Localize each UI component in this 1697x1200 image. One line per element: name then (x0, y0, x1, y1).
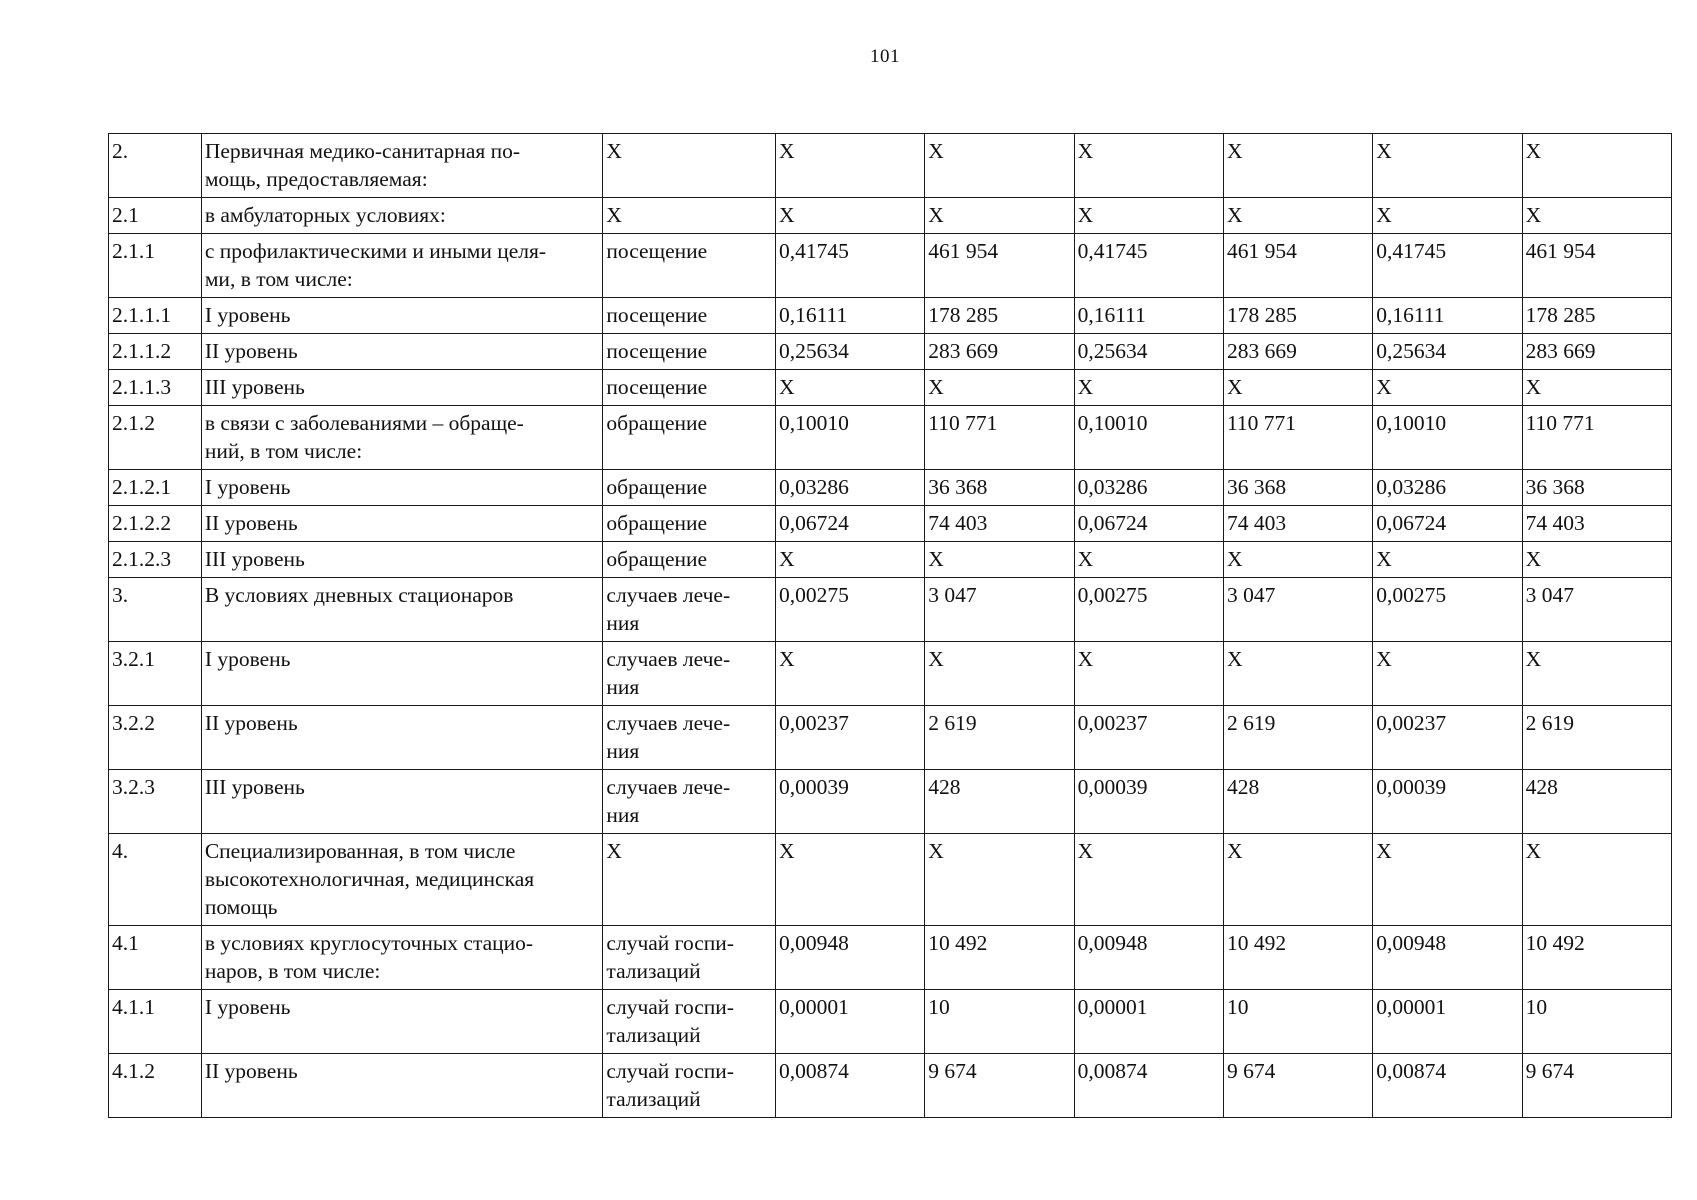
row-number-cell: 3.2.2 (109, 706, 202, 770)
value-cell: X (1074, 542, 1223, 578)
value-cell: X (925, 642, 1074, 706)
value-cell: 36 368 (925, 470, 1074, 506)
value-cell: 10 492 (1522, 926, 1671, 990)
value-cell: 0,16111 (775, 298, 924, 334)
value-cell: 10 492 (925, 926, 1074, 990)
value-cell: 0,00948 (1074, 926, 1223, 990)
unit-cell: случай госпи- тализаций (603, 1054, 776, 1118)
row-number-cell: 4.1 (109, 926, 202, 990)
value-cell: 0,00001 (775, 990, 924, 1054)
value-cell: X (775, 542, 924, 578)
value-cell: X (1522, 642, 1671, 706)
page-number: 101 (870, 46, 900, 67)
value-cell: 283 669 (925, 334, 1074, 370)
table-body (109, 134, 1672, 1118)
value-cell: 461 954 (1522, 234, 1671, 298)
value-cell: X (1522, 370, 1671, 406)
value-cell: 2 619 (925, 706, 1074, 770)
value-cell: X (1373, 370, 1522, 406)
value-cell: 9 674 (1522, 1054, 1671, 1118)
row-name-cell: II уровень (201, 334, 603, 370)
unit-cell: обращение (603, 406, 776, 470)
value-cell: 10 (925, 990, 1074, 1054)
value-cell: 0,03286 (1074, 470, 1223, 506)
row-number-cell: 2.1.2.2 (109, 506, 202, 542)
value-cell: 0,00237 (1373, 706, 1522, 770)
unit-cell: посещение (603, 234, 776, 298)
value-cell: X (775, 370, 924, 406)
value-cell: 0,06724 (1373, 506, 1522, 542)
row-number-cell: 2.1.2 (109, 406, 202, 470)
value-cell: X (1223, 134, 1372, 198)
value-cell: 178 285 (1223, 298, 1372, 334)
table-row (109, 134, 1672, 198)
value-cell: 9 674 (925, 1054, 1074, 1118)
table-row (109, 234, 1672, 298)
row-number-cell: 4. (109, 834, 202, 926)
value-cell: 3 047 (1223, 578, 1372, 642)
row-number-cell: 2.1.1.3 (109, 370, 202, 406)
value-cell: 461 954 (925, 234, 1074, 298)
value-cell: X (775, 642, 924, 706)
value-cell: 3 047 (1522, 578, 1671, 642)
value-cell: 428 (1223, 770, 1372, 834)
value-cell: X (925, 370, 1074, 406)
value-cell: 36 368 (1522, 470, 1671, 506)
value-cell: X (1522, 198, 1671, 234)
unit-cell: случаев лече- ния (603, 642, 776, 706)
row-name-cell: I уровень (201, 470, 603, 506)
unit-cell: посещение (603, 334, 776, 370)
table-row (109, 198, 1672, 234)
row-name-cell: III уровень (201, 542, 603, 578)
value-cell: 74 403 (1522, 506, 1671, 542)
value-cell: 0,06724 (1074, 506, 1223, 542)
row-name-cell: В условиях дневных стационаров (201, 578, 603, 642)
data-table (108, 133, 1672, 1118)
value-cell: 74 403 (1223, 506, 1372, 542)
value-cell: X (1223, 542, 1372, 578)
row-number-cell: 4.1.2 (109, 1054, 202, 1118)
unit-cell: обращение (603, 506, 776, 542)
unit-cell: случай госпи- тализаций (603, 990, 776, 1054)
value-cell: 10 492 (1223, 926, 1372, 990)
value-cell: X (1223, 642, 1372, 706)
table-row (109, 334, 1672, 370)
value-cell: 10 (1223, 990, 1372, 1054)
value-cell: 74 403 (925, 506, 1074, 542)
row-number-cell: 2.1.1.2 (109, 334, 202, 370)
value-cell: 0,03286 (1373, 470, 1522, 506)
value-cell: X (1223, 370, 1372, 406)
value-cell: 428 (1522, 770, 1671, 834)
value-cell: 428 (925, 770, 1074, 834)
value-cell: 0,00237 (775, 706, 924, 770)
value-cell: 0,41745 (1373, 234, 1522, 298)
value-cell: 0,41745 (1074, 234, 1223, 298)
value-cell: X (775, 134, 924, 198)
unit-cell: случаев лече- ния (603, 578, 776, 642)
value-cell: 0,25634 (1373, 334, 1522, 370)
value-cell: 110 771 (1522, 406, 1671, 470)
value-cell: 0,00275 (775, 578, 924, 642)
unit-cell: обращение (603, 470, 776, 506)
value-cell: 0,00001 (1074, 990, 1223, 1054)
value-cell: X (1373, 834, 1522, 926)
value-cell: X (1373, 134, 1522, 198)
value-cell: 0,00237 (1074, 706, 1223, 770)
value-cell: 2 619 (1223, 706, 1372, 770)
value-cell: X (925, 834, 1074, 926)
value-cell: 0,16111 (1074, 298, 1223, 334)
value-cell: X (1074, 642, 1223, 706)
unit-cell: X (603, 134, 776, 198)
table-row (109, 506, 1672, 542)
value-cell: X (775, 198, 924, 234)
value-cell: X (1373, 198, 1522, 234)
table-row (109, 542, 1672, 578)
value-cell: X (1522, 134, 1671, 198)
value-cell: 0,00874 (1074, 1054, 1223, 1118)
value-cell: X (1074, 370, 1223, 406)
unit-cell: X (603, 198, 776, 234)
value-cell: X (775, 834, 924, 926)
value-cell: 0,00874 (775, 1054, 924, 1118)
value-cell: 0,00039 (1373, 770, 1522, 834)
row-number-cell: 3. (109, 578, 202, 642)
row-number-cell: 4.1.1 (109, 990, 202, 1054)
table-row (109, 298, 1672, 334)
row-number-cell: 2.1 (109, 198, 202, 234)
value-cell: 283 669 (1223, 334, 1372, 370)
value-cell: 0,10010 (1373, 406, 1522, 470)
row-name-cell: II уровень (201, 706, 603, 770)
row-name-cell: в амбулаторных условиях: (201, 198, 603, 234)
value-cell: X (1074, 198, 1223, 234)
row-name-cell: I уровень (201, 298, 603, 334)
value-cell: 0,16111 (1373, 298, 1522, 334)
value-cell: X (1522, 834, 1671, 926)
unit-cell: случаев лече- ния (603, 770, 776, 834)
value-cell: 0,03286 (775, 470, 924, 506)
value-cell: X (1223, 198, 1372, 234)
unit-cell: X (603, 834, 776, 926)
unit-cell: обращение (603, 542, 776, 578)
table-row (109, 990, 1672, 1054)
table-row (109, 578, 1672, 642)
value-cell: 0,00001 (1373, 990, 1522, 1054)
row-name-cell: в условиях круглосуточных стацио- наров, в том числе: (201, 926, 603, 990)
value-cell: X (1373, 642, 1522, 706)
unit-cell: посещение (603, 370, 776, 406)
row-name-cell: в связи с заболеваниями – обраще- ний, в том числе: (201, 406, 603, 470)
value-cell: 0,00874 (1373, 1054, 1522, 1118)
value-cell: 0,00275 (1074, 578, 1223, 642)
value-cell: 178 285 (925, 298, 1074, 334)
value-cell: 0,41745 (775, 234, 924, 298)
value-cell: 0,00948 (775, 926, 924, 990)
value-cell: X (1522, 542, 1671, 578)
row-number-cell: 2.1.1 (109, 234, 202, 298)
value-cell: 0,00948 (1373, 926, 1522, 990)
row-number-cell: 2.1.2.1 (109, 470, 202, 506)
row-name-cell: II уровень (201, 506, 603, 542)
value-cell: 0,25634 (1074, 334, 1223, 370)
row-number-cell: 3.2.1 (109, 642, 202, 706)
value-cell: 0,00039 (1074, 770, 1223, 834)
value-cell: 36 368 (1223, 470, 1372, 506)
table-row (109, 706, 1672, 770)
value-cell: 3 047 (925, 578, 1074, 642)
table-row (109, 406, 1672, 470)
table-row (109, 1054, 1672, 1118)
row-number-cell: 3.2.3 (109, 770, 202, 834)
value-cell: 0,10010 (1074, 406, 1223, 470)
value-cell: 110 771 (1223, 406, 1372, 470)
value-cell: 178 285 (1522, 298, 1671, 334)
table-row (109, 834, 1672, 926)
unit-cell: случай госпи- тализаций (603, 926, 776, 990)
unit-cell: случаев лече- ния (603, 706, 776, 770)
row-name-cell: II уровень (201, 1054, 603, 1118)
value-cell: 283 669 (1522, 334, 1671, 370)
value-cell: 110 771 (925, 406, 1074, 470)
value-cell: 0,00275 (1373, 578, 1522, 642)
value-cell: 461 954 (1223, 234, 1372, 298)
table-row (109, 642, 1672, 706)
row-number-cell: 2.1.1.1 (109, 298, 202, 334)
row-number-cell: 2. (109, 134, 202, 198)
value-cell: X (925, 134, 1074, 198)
table-row (109, 926, 1672, 990)
row-name-cell: I уровень (201, 642, 603, 706)
table-row (109, 770, 1672, 834)
row-name-cell: Специализированная, в том числе высокотехнологичная, медицинская помощь (201, 834, 603, 926)
value-cell: X (925, 542, 1074, 578)
value-cell: 2 619 (1522, 706, 1671, 770)
value-cell: 0,25634 (775, 334, 924, 370)
value-cell: 10 (1522, 990, 1671, 1054)
value-cell: X (1074, 834, 1223, 926)
value-cell: X (1223, 834, 1372, 926)
unit-cell: посещение (603, 298, 776, 334)
row-name-cell: Первичная медико-санитарная по- мощь, предоставляемая: (201, 134, 603, 198)
row-name-cell: с профилактическими и иными целя- ми, в том числе: (201, 234, 603, 298)
row-number-cell: 2.1.2.3 (109, 542, 202, 578)
row-name-cell: III уровень (201, 770, 603, 834)
value-cell: 0,10010 (775, 406, 924, 470)
table-row (109, 370, 1672, 406)
value-cell: 9 674 (1223, 1054, 1372, 1118)
value-cell: X (1074, 134, 1223, 198)
row-name-cell: I уровень (201, 990, 603, 1054)
value-cell: X (1373, 542, 1522, 578)
value-cell: X (925, 198, 1074, 234)
value-cell: 0,00039 (775, 770, 924, 834)
row-name-cell: III уровень (201, 370, 603, 406)
table-row (109, 470, 1672, 506)
value-cell: 0,06724 (775, 506, 924, 542)
